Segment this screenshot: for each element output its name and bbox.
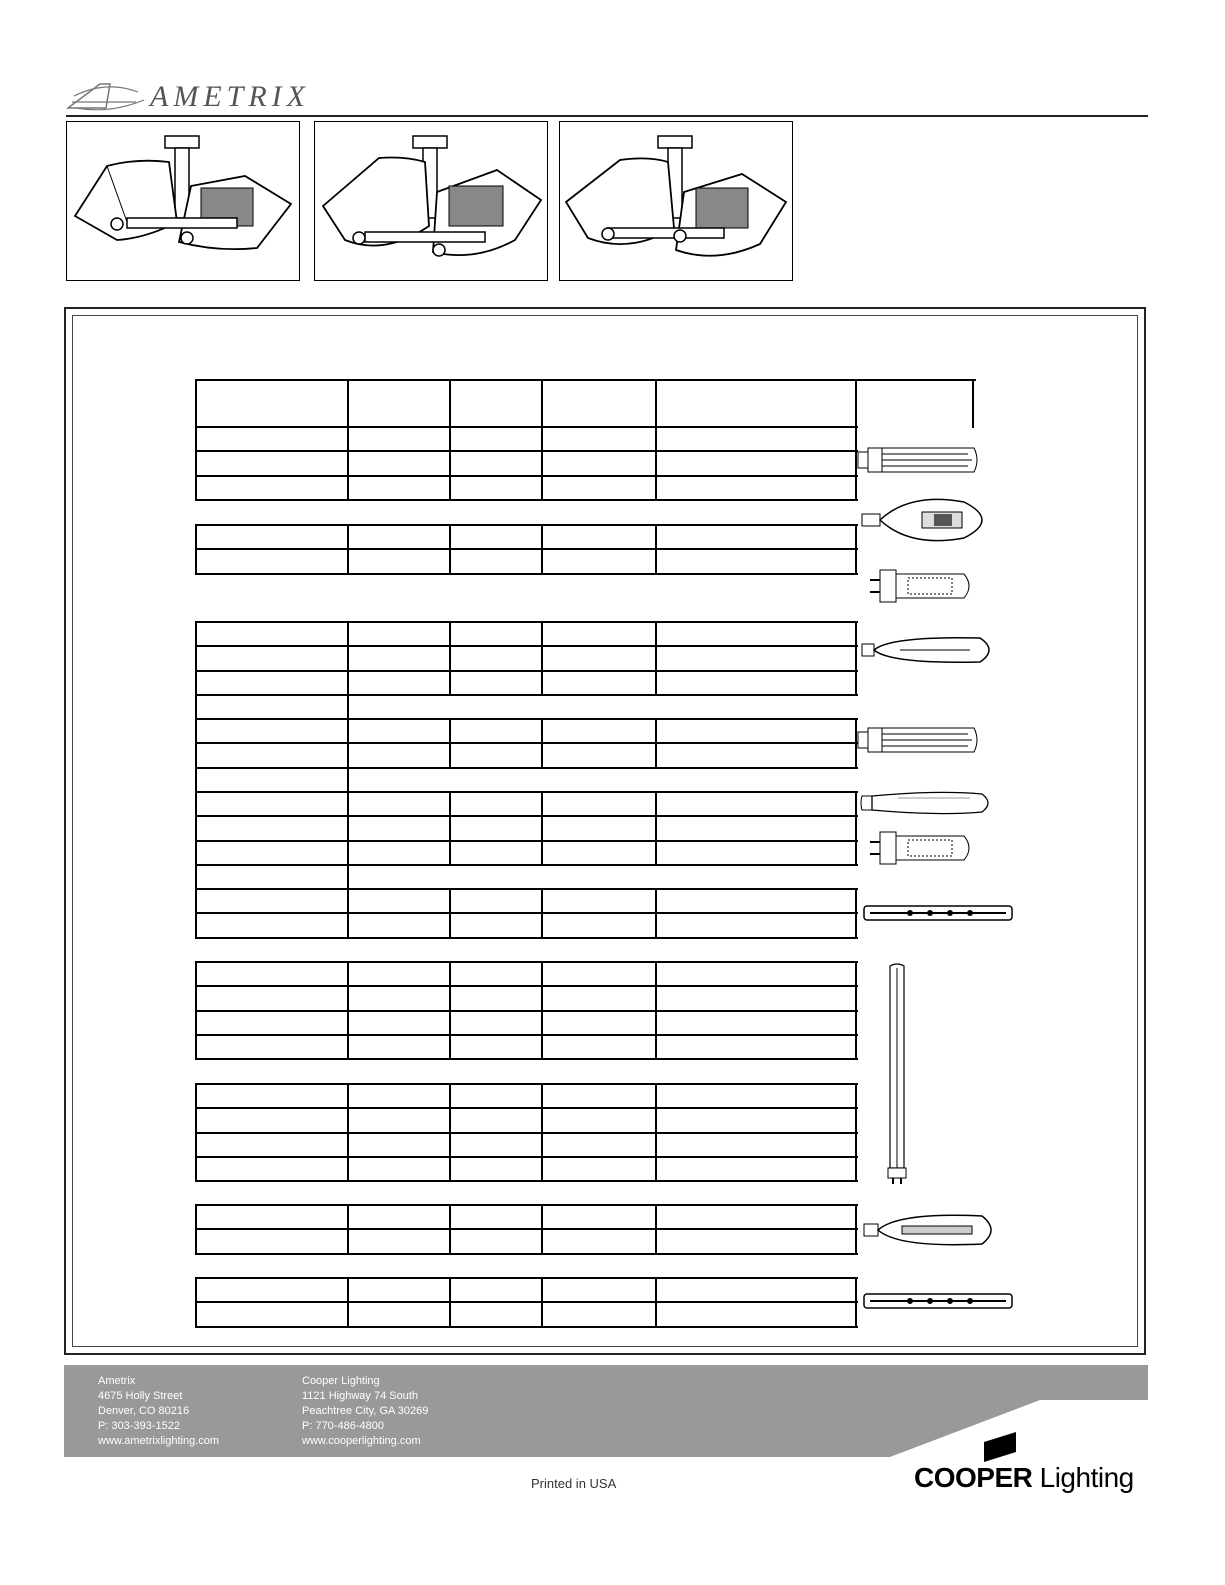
- table-rule: [195, 1326, 858, 1328]
- lamp-ed-tubular-icon: [860, 632, 998, 668]
- table-rule: [972, 379, 974, 428]
- table-rule: [347, 791, 349, 866]
- address-line: Denver, CO 80216: [98, 1405, 190, 1417]
- table-rule: [541, 888, 543, 939]
- address-line: Cooper Lighting: [302, 1375, 380, 1387]
- table-rule: [449, 961, 451, 1060]
- address-line: P: 770-486-4800: [302, 1420, 384, 1432]
- table-rule: [347, 864, 349, 890]
- table-rule: [195, 670, 858, 672]
- address-line: 4675 Holly Street: [98, 1390, 183, 1402]
- cooper-address: [302, 1374, 428, 1449]
- table-rule: [449, 718, 451, 769]
- table-rule: [195, 718, 858, 720]
- table-rule: [855, 961, 857, 1060]
- lamp-tubular-icon: [858, 788, 996, 818]
- table-rule: [855, 1083, 857, 1182]
- table-rule: [855, 791, 857, 866]
- table-rule: [195, 1058, 858, 1060]
- table-rule: [655, 426, 657, 501]
- address-line: P: 303-393-1522: [98, 1420, 180, 1432]
- table-rule: [347, 888, 349, 939]
- cooper-flag-icon: [980, 1432, 1020, 1462]
- table-rule: [195, 791, 197, 866]
- address-line: Ametrix: [98, 1375, 136, 1387]
- table-rule: [449, 791, 451, 866]
- table-rule: [541, 961, 543, 1060]
- cooper-logo-bold: COOPER: [914, 1462, 1033, 1493]
- table-rule: [195, 1277, 858, 1279]
- table-rule: [195, 694, 858, 696]
- table-rule: [449, 888, 451, 939]
- table-rule: [195, 1083, 858, 1085]
- table-rule: [195, 961, 858, 963]
- table-rule: [195, 840, 858, 842]
- table-rule: [195, 475, 858, 477]
- table-rule: [655, 621, 657, 696]
- twin-fixture-drawing-icon: [67, 122, 299, 280]
- table-rule: [195, 573, 858, 575]
- table-rule: [855, 621, 857, 696]
- table-rule: [195, 815, 858, 817]
- address-line: 1121 Highway 74 South: [302, 1390, 418, 1402]
- table-rule: [541, 524, 543, 575]
- brand-wordmark: AMETRIX: [150, 80, 310, 113]
- table-rule: [855, 888, 857, 939]
- table-rule: [655, 1204, 657, 1255]
- fixture-photo-1: [66, 121, 300, 281]
- table-rule: [541, 1204, 543, 1255]
- table-rule: [195, 912, 858, 914]
- table-rule: [195, 621, 197, 696]
- table-rule: [347, 1277, 349, 1328]
- table-rule: [541, 791, 543, 866]
- table-rule: [195, 450, 858, 452]
- table-rule: [195, 1083, 197, 1182]
- table-rule: [195, 767, 858, 769]
- table-rule: [541, 1277, 543, 1328]
- table-rule: [195, 524, 858, 526]
- printed-in-usa: Printed in USA: [531, 1476, 617, 1491]
- table-rule: [347, 524, 349, 575]
- table-rule: [655, 961, 657, 1060]
- table-rule: [195, 499, 858, 501]
- table-rule: [541, 426, 543, 501]
- table-rule: [655, 718, 657, 769]
- table-rule: [541, 1083, 543, 1182]
- lamp-linear-halogen-icon: [862, 902, 1014, 924]
- table-rule: [449, 379, 451, 428]
- table-rule: [449, 524, 451, 575]
- table-rule: [195, 621, 858, 623]
- table-rule: [195, 888, 197, 939]
- table-rule: [855, 1277, 857, 1328]
- table-rule: [195, 524, 197, 575]
- table-rule: [449, 621, 451, 696]
- table-rule: [195, 694, 197, 720]
- table-rule: [195, 791, 858, 793]
- table-rule: [655, 888, 657, 939]
- table-rule: [855, 1204, 857, 1255]
- lamp-bipin-metal-halide-icon: [868, 566, 976, 606]
- fixture-photo-3: [559, 121, 793, 281]
- table-rule: [655, 1277, 657, 1328]
- table-rule: [347, 426, 349, 501]
- table-rule: [449, 1083, 451, 1182]
- table-rule: [195, 985, 858, 987]
- table-rule: [347, 621, 349, 696]
- lamp-bipin-metal-halide-2-icon: [868, 828, 976, 868]
- fixture-photo-2: [314, 121, 548, 281]
- table-rule: [195, 645, 858, 647]
- table-rule: [195, 1228, 858, 1230]
- address-link[interactable]: www.cooperlighting.com: [302, 1435, 421, 1447]
- lamp-long-twin-tube-icon: [884, 962, 910, 1186]
- table-rule: [347, 694, 349, 720]
- table-rule: [195, 937, 858, 939]
- table-rule: [449, 426, 451, 501]
- table-rule: [195, 864, 197, 890]
- table-rule: [195, 767, 197, 793]
- table-rule: [195, 1277, 197, 1328]
- footer-wedge: [890, 1400, 1150, 1457]
- table-rule: [655, 379, 657, 428]
- address-link[interactable]: www.ametrixlighting.com: [98, 1435, 220, 1447]
- table-rule: [195, 1204, 197, 1255]
- table-rule: [195, 1204, 858, 1206]
- table-rule: [195, 1180, 858, 1182]
- table-rule: [655, 1083, 657, 1182]
- table-rule: [449, 1204, 451, 1255]
- table-rule: [347, 718, 349, 769]
- table-rule: [195, 1301, 858, 1303]
- address-line: Peachtree City, GA 30269: [302, 1405, 429, 1417]
- table-rule: [855, 379, 857, 428]
- table-rule: [195, 1156, 858, 1158]
- cooper-logo-light: Lighting: [1039, 1462, 1134, 1493]
- table-rule: [655, 791, 657, 866]
- twin-fixture-drawing-icon: [560, 122, 792, 280]
- table-rule: [347, 767, 349, 793]
- table-rule: [655, 524, 657, 575]
- table-rule: [195, 1132, 858, 1134]
- table-rule: [195, 961, 197, 1060]
- table-rule: [195, 379, 976, 381]
- table-rule: [195, 426, 858, 428]
- lamp-cfl-quad-icon: [856, 440, 982, 480]
- table-rule: [195, 548, 858, 550]
- table-rule: [195, 888, 858, 890]
- table-rule: [195, 426, 197, 501]
- table-rule: [541, 621, 543, 696]
- lamp-ed-metal-halide-icon: [860, 496, 998, 544]
- table-rule: [195, 864, 858, 866]
- table-rule: [195, 1034, 858, 1036]
- table-rule: [195, 1010, 858, 1012]
- table-rule: [195, 718, 197, 769]
- lamp-ed-tubular-2-icon: [862, 1210, 1000, 1250]
- table-rule: [541, 379, 543, 428]
- table-rule: [195, 742, 858, 744]
- table-rule: [347, 961, 349, 1060]
- twin-fixture-drawing-icon: [315, 122, 547, 280]
- table-rule: [195, 1253, 858, 1255]
- cooper-lighting-logo: [914, 1462, 1134, 1494]
- table-rule: [449, 1277, 451, 1328]
- table-rule: [195, 1107, 858, 1109]
- lamp-cfl-quad-2-icon: [856, 720, 982, 760]
- table-rule: [541, 718, 543, 769]
- header-rule: [66, 115, 1148, 117]
- table-rule: [347, 1083, 349, 1182]
- table-rule: [347, 1204, 349, 1255]
- table-rule: [855, 524, 857, 575]
- table-rule: [347, 379, 349, 428]
- ametrix-address: [98, 1374, 219, 1449]
- table-rule: [195, 379, 197, 428]
- lamp-linear-halogen-2-icon: [862, 1290, 1014, 1312]
